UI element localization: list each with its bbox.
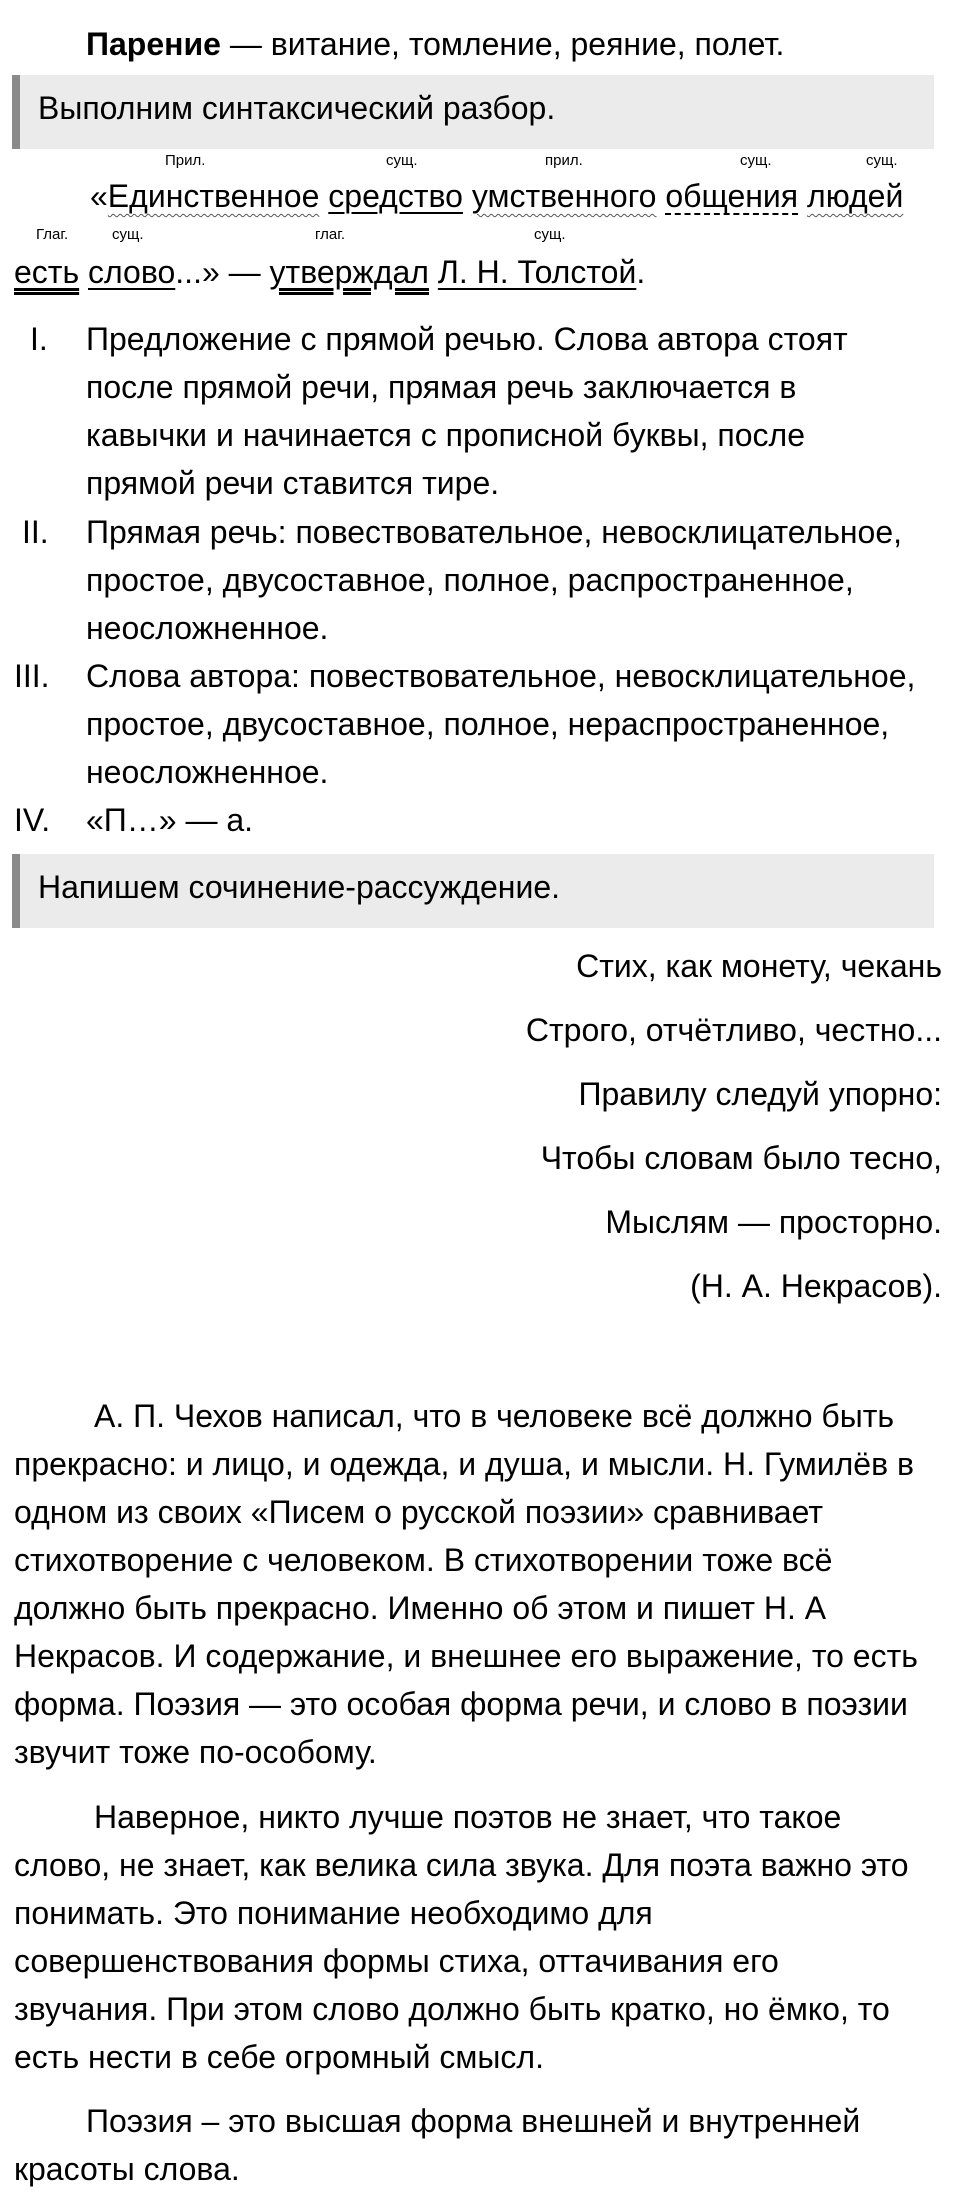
poem-line: Правилу следуй упорно: xyxy=(578,1076,942,1112)
essay-line: понимать. Это понимание необходимо для xyxy=(14,1895,653,1931)
pos-tag: прил. xyxy=(545,152,583,169)
section-header-essay xyxy=(12,854,934,928)
poem-author: (Н. А. Некрасов). xyxy=(690,1268,942,1304)
essay-line: Некрасов. И содержание, и внешнее его выражение, то есть xyxy=(14,1638,918,1674)
pos-tag: сущ. xyxy=(386,152,418,169)
list-item xyxy=(86,508,936,652)
list-number: III. xyxy=(14,658,50,694)
definition-text: — витание, томление, реяние, полет. xyxy=(220,26,785,62)
poem-line: Чтобы словам было тесно, xyxy=(540,1140,942,1176)
section-header-syntax xyxy=(12,75,934,149)
poem-line: Стих, как монету, чекань xyxy=(576,948,942,984)
list-item-line: «П…» — а. xyxy=(86,802,254,838)
word-predicate: утверждал xyxy=(269,254,429,290)
sentence-tail: ...» — xyxy=(175,254,261,290)
pos-tag: сущ. xyxy=(534,226,566,243)
essay-line: совершенствования формы стиха, оттачивания его xyxy=(14,1943,779,1979)
essay-line: А. П. Чехов написал, что в человеке всё должно быть xyxy=(94,1398,895,1434)
essay-line: Поэзия – это высшая форма внешней и внутренней xyxy=(86,2103,861,2139)
word-attribute: Единственное xyxy=(107,178,320,214)
definition-line xyxy=(86,26,784,63)
essay-line: есть нести в себе огромный смысл. xyxy=(14,2039,544,2075)
essay-line: красоты слова. xyxy=(14,2151,240,2187)
essay-paragraph xyxy=(14,2097,944,2193)
essay-paragraph xyxy=(14,1793,944,2081)
essay-line: одном из своих «Писем о русской поэзии» сравнивает xyxy=(14,1494,823,1530)
word-subject: Л. Н. Толстой xyxy=(437,254,637,290)
word-object: общения xyxy=(665,178,799,214)
poem-line: Строго, отчётливо, честно... xyxy=(525,1012,942,1048)
quote-open: « xyxy=(90,178,108,214)
essay-line: должно быть прекрасно. Именно об этом и пишет Н. А xyxy=(14,1590,827,1626)
list-item-line: Прямая речь: повествовательное, невосклицательное, xyxy=(86,514,903,550)
definition-term: Парение xyxy=(86,26,221,62)
list-item xyxy=(86,652,936,796)
essay-line: форма. Поэзия — это особая форма речи, и слово в поэзии xyxy=(14,1686,908,1722)
section-title: Напишем сочинение-рассуждение. xyxy=(38,869,560,905)
essay-line: звучит тоже по-особому. xyxy=(14,1734,377,1770)
list-number: IV. xyxy=(14,802,51,838)
list-item-line: неосложненное. xyxy=(86,610,329,646)
list-item-line: Слова автора: повествовательное, невосклицательное, xyxy=(86,658,916,694)
poem-line: Мыслям — просторно. xyxy=(605,1204,942,1240)
list-item-line: простое, двусоставное, полное, нераспространенное, xyxy=(86,706,890,742)
pos-tag: глаг. xyxy=(315,226,346,243)
list-item xyxy=(86,796,936,844)
pos-tag: Прил. xyxy=(165,152,206,169)
essay-line: слово, не знает, как велика сила звука. Для поэта важно это xyxy=(14,1847,909,1883)
pos-tag: сущ. xyxy=(740,152,772,169)
list-item xyxy=(86,315,936,507)
sentence-end: . xyxy=(636,254,646,290)
word-attribute: людей xyxy=(807,178,904,214)
word-attribute: умственного xyxy=(471,178,657,214)
list-item-line: Предложение с прямой речью. Слова автора стоят xyxy=(86,321,848,357)
list-item-line: кавычки и начинается с прописной буквы, после xyxy=(86,417,805,453)
list-number: I. xyxy=(30,321,48,357)
list-item-line: прямой речи ставится тире. xyxy=(86,465,500,501)
analyzed-sentence-line-1 xyxy=(90,178,903,215)
list-item-line: неосложненное. xyxy=(86,754,329,790)
word-predicate: есть xyxy=(14,254,80,290)
essay-line: стихотворение с человеком. В стихотворении тоже всё xyxy=(14,1542,833,1578)
pos-tag: Глаг. xyxy=(36,226,69,243)
list-item-line: после прямой речи, прямая речь заключается в xyxy=(86,369,797,405)
essay-line: звучания. При этом слово должно быть кратко, но ёмко, то xyxy=(14,1991,890,2027)
list-item-line: простое, двусоставное, полное, распространенное, xyxy=(86,562,854,598)
list-number: II. xyxy=(22,514,49,550)
pos-tag: сущ. xyxy=(866,152,898,169)
word-subject: слово xyxy=(88,254,176,290)
essay-paragraph xyxy=(14,1392,944,1776)
pos-tag: сущ. xyxy=(112,226,144,243)
essay-line: прекрасно: и лицо, и одежда, и душа, и мысли. Н. Гумилёв в xyxy=(14,1446,914,1482)
section-title: Выполним синтаксический разбор. xyxy=(38,90,556,126)
essay-line: Наверное, никто лучше поэтов не знает, что такое xyxy=(94,1799,842,1835)
word-subject: средство xyxy=(328,178,463,214)
analyzed-sentence-line-2 xyxy=(14,254,645,291)
